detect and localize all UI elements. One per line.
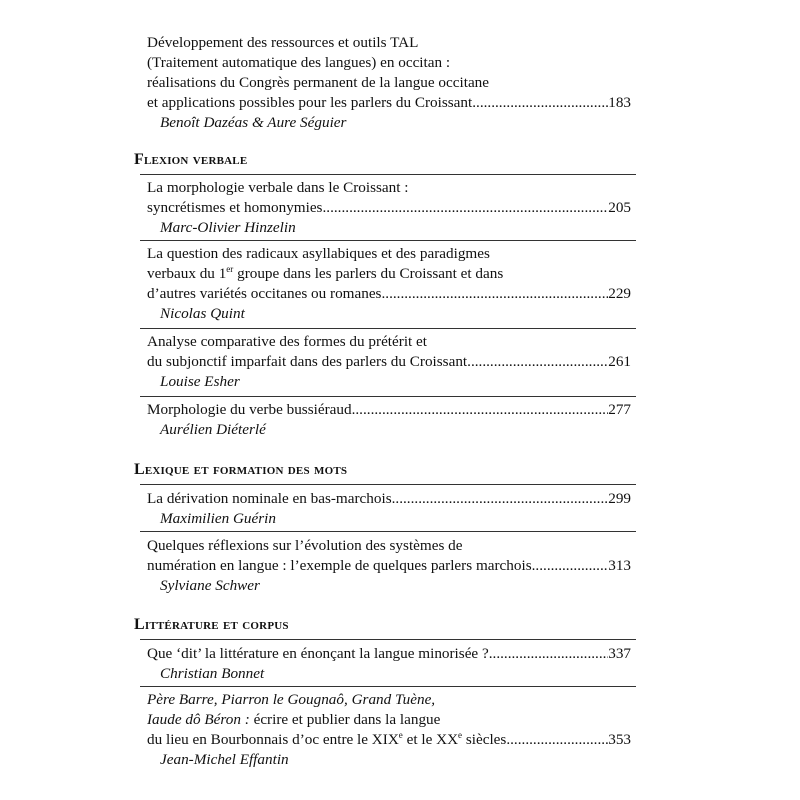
dot-leader	[322, 198, 608, 218]
entry-title-line	[147, 264, 631, 284]
entry-author: Sylviane Schwer	[160, 577, 260, 594]
toc-entry[interactable]	[147, 536, 631, 596]
entry-title-line	[147, 730, 506, 750]
entry-title-line: (Traitement automatique des langues) en occitan :	[147, 54, 451, 71]
superscript: er	[226, 264, 234, 274]
page-number: 261	[608, 353, 631, 370]
entry-title-line: Père Barre, Piarron le Gougnaô, Grand Tuène,	[147, 691, 436, 708]
toc-entry[interactable]	[147, 690, 631, 770]
section-heading-lexique: Lexique et formation des mots	[134, 461, 348, 478]
entry-title-last-line	[147, 400, 631, 420]
toc-entry[interactable]	[147, 644, 631, 684]
entry-title-last-line	[147, 352, 631, 372]
entry-title-line: Développement des ressources et outils TAL	[147, 34, 419, 51]
entry-title-last-line	[147, 284, 631, 304]
entry-separator	[140, 240, 636, 241]
page-number: 353	[608, 731, 631, 748]
entry-title-line: du subjonctif imparfait dans des parlers du Croissant	[147, 353, 468, 370]
text-fragment: verbaux du 1	[147, 265, 227, 282]
dot-leader	[392, 489, 609, 509]
entry-title-line: syncrétismes et homonymies	[147, 199, 323, 216]
dot-leader	[467, 352, 608, 372]
entry-author: Christian Bonnet	[160, 665, 265, 682]
entry-separator	[140, 396, 636, 397]
toc-entry[interactable]	[147, 332, 631, 392]
entry-title-last-line	[147, 730, 631, 750]
section-heading-flexion: Flexion verbale	[134, 151, 248, 168]
page-number: 277	[608, 401, 631, 418]
superscript: e	[398, 730, 403, 740]
entry-title-last-line	[147, 556, 631, 576]
toc-entry[interactable]	[147, 33, 631, 133]
text-fragment: Iaude dô Béron :	[147, 711, 250, 728]
dot-leader	[489, 644, 609, 664]
entry-title-line: La morphologie verbale dans le Croissant :	[147, 179, 409, 196]
page-number: 337	[608, 645, 631, 662]
entry-title-line: Morphologie du verbe bussiéraud	[147, 401, 352, 418]
entry-title-line: et applications possibles pour les parlers du Croissant	[147, 94, 473, 111]
entry-author: Jean-Michel Effantin	[160, 751, 289, 768]
section-heading-litterature: Littérature et corpus	[134, 616, 289, 633]
dot-leader	[352, 400, 609, 420]
entry-separator	[140, 531, 636, 532]
entry-title-line: réalisations du Congrès permanent de la langue occitane	[147, 74, 490, 91]
entry-title-line: Quelques réflexions sur l’évolution des systèmes de	[147, 537, 463, 554]
text-fragment: et le XX	[402, 731, 459, 748]
entry-title-last-line	[147, 93, 631, 113]
dot-leader	[381, 284, 608, 304]
page-number: 205	[608, 199, 631, 216]
entry-title-last-line	[147, 489, 631, 509]
dot-leader	[472, 93, 608, 113]
entry-title-last-line	[147, 198, 631, 218]
text-fragment: du lieu en Bourbonnais d’oc entre le XIX	[147, 731, 399, 748]
entry-author: Maximilien Guérin	[160, 510, 276, 527]
section-separator	[140, 174, 636, 175]
entry-author: Marc-Olivier Hinzelin	[160, 219, 296, 236]
entry-title-line	[147, 710, 631, 730]
entry-title-line: La dérivation nominale en bas-marchois	[147, 490, 392, 507]
page-number: 183	[608, 94, 631, 111]
entry-title-line: Que ‘dit’ la littérature en énonçant la langue minorisée ?	[147, 645, 489, 662]
text-fragment: groupe dans les parlers du Croissant et dans	[233, 265, 504, 282]
dot-leader	[506, 730, 608, 750]
entry-separator	[140, 328, 636, 329]
entry-author: Nicolas Quint	[160, 305, 245, 322]
entry-separator	[140, 686, 636, 687]
entry-author: Aurélien Diéterlé	[160, 421, 266, 438]
text-fragment: siècles	[462, 731, 507, 748]
page-number: 299	[608, 490, 631, 507]
entry-title-line: Analyse comparative des formes du prétérit et	[147, 333, 428, 350]
toc-entry[interactable]	[147, 489, 631, 529]
text-fragment: écrire et publier dans la langue	[249, 711, 441, 728]
page-number: 313	[608, 557, 631, 574]
section-separator	[140, 639, 636, 640]
entry-title-line: La question des radicaux asyllabiques et des paradigmes	[147, 245, 490, 262]
toc-entry[interactable]	[147, 244, 631, 324]
entry-title-line: d’autres variétés occitanes ou romanes	[147, 285, 382, 302]
toc-entry[interactable]	[147, 400, 631, 440]
entry-title-last-line	[147, 644, 631, 664]
entry-title-line: numération en langue : l’exemple de quelques parlers marchois	[147, 557, 532, 574]
toc-entry[interactable]	[147, 178, 631, 238]
section-separator	[140, 484, 636, 485]
page-number: 229	[608, 285, 631, 302]
superscript: e	[458, 730, 463, 740]
entry-author: Benoît Dazéas & Aure Séguier	[160, 114, 347, 131]
dot-leader	[532, 556, 609, 576]
entry-author: Louise Esher	[160, 373, 240, 390]
